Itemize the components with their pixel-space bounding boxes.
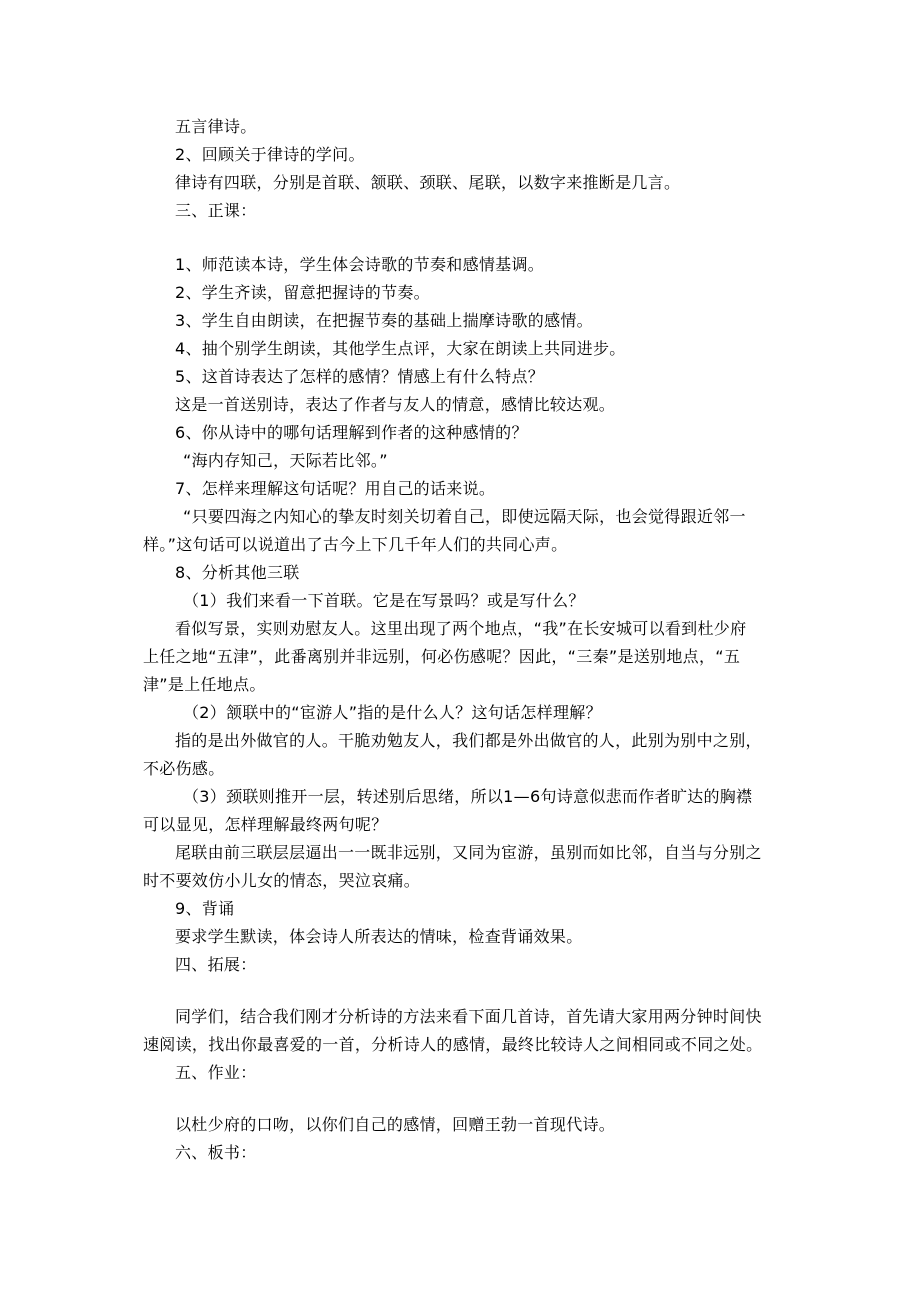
- section-heading: 三、正课：: [175, 201, 257, 220]
- text-line: 看似写景，实则劝慰友人。这里出现了两个地点，“我”在长安城可以看到杜少府: [175, 619, 747, 638]
- text-line: 2、回顾关于律诗的学问。: [175, 145, 365, 164]
- text-line: “海内存知己，天际若比邻。”: [183, 451, 388, 470]
- text-line: 不必伤感。: [143, 759, 225, 778]
- text-line: （3）颈联则推开一层，转述别后思绪，所以1—6句诗意似悲而作者旷达的胸襟: [183, 787, 753, 806]
- text-line: 可以显见，怎样理解最终两句呢？: [143, 815, 388, 834]
- text-line: 6、你从诗中的哪句话理解到作者的这种感情的？: [175, 423, 528, 442]
- section-heading: 五、作业：: [175, 1063, 257, 1082]
- text-line: 速阅读，找出你最喜爱的一首，分析诗人的感情，最终比较诗人之间相同或不同之处。: [143, 1035, 763, 1054]
- text-line: “只要四海之内知心的挚友时刻关切着自己，即使远隔天际，也会觉得跟近邻一: [183, 507, 746, 526]
- text-line: 样。”这句话可以说道出了古今上下几千年人们的共同心声。: [143, 535, 568, 554]
- text-line: 五言律诗。: [175, 117, 257, 136]
- text-line: 7、怎样来理解这句话呢？用自己的话来说。: [175, 479, 496, 498]
- text-line: （2）颔联中的“宦游人”指的是什么人？这句话怎样理解？: [183, 703, 602, 722]
- text-line: 9、背诵: [175, 899, 235, 918]
- text-line: 2、学生齐读，留意把握诗的节奏。: [175, 283, 430, 302]
- text-line: 尾联由前三联层层逼出一一既非远别，又同为宦游，虽别而如比邻，自当与分别之: [175, 843, 762, 862]
- section-heading: 六、板书：: [175, 1143, 257, 1162]
- text-line: 这是一首送别诗，表达了作者与友人的情意，感情比较达观。: [175, 395, 616, 414]
- text-line: 8、分析其他三联: [175, 563, 300, 582]
- text-line: 3、学生自由朗读，在把握节奏的基础上揣摩诗歌的感情。: [175, 311, 593, 330]
- text-line: 上任之地“五津”，此番离别并非远别，何必伤感呢？因此，“三秦”是送别地点，“五: [143, 647, 741, 666]
- text-line: （1）我们来看一下首联。它是在写景吗？或是写什么？: [183, 591, 585, 610]
- text-line: 1、师范读本诗，学生体会诗歌的节奏和感情基调。: [175, 255, 545, 274]
- text-line: 指的是出外做官的人。干脆劝勉友人，我们都是外出做官的人，此别为别中之别，: [175, 731, 762, 750]
- text-line: 同学们，结合我们刚才分析诗的方法来看下面几首诗，首先请大家用两分钟时间快: [175, 1007, 762, 1026]
- text-line: 5、这首诗表达了怎样的感情？情感上有什么特点？: [175, 367, 545, 386]
- text-line: 以杜少府的口吻，以你们自己的感情，回赠王勃一首现代诗。: [175, 1115, 616, 1134]
- section-heading: 四、拓展：: [175, 955, 257, 974]
- text-line: 津”是上任地点。: [143, 675, 266, 694]
- text-line: 要求学生默读，体会诗人所表达的情味，检查背诵效果。: [175, 927, 583, 946]
- text-line: 律诗有四联，分别是首联、颔联、颈联、尾联，以数字来推断是几言。: [175, 173, 681, 192]
- text-line: 4、抽个别学生朗读，其他学生点评，大家在朗读上共同进步。: [175, 339, 626, 358]
- text-line: 时不要效仿小儿女的情态，哭泣哀痛。: [143, 871, 421, 890]
